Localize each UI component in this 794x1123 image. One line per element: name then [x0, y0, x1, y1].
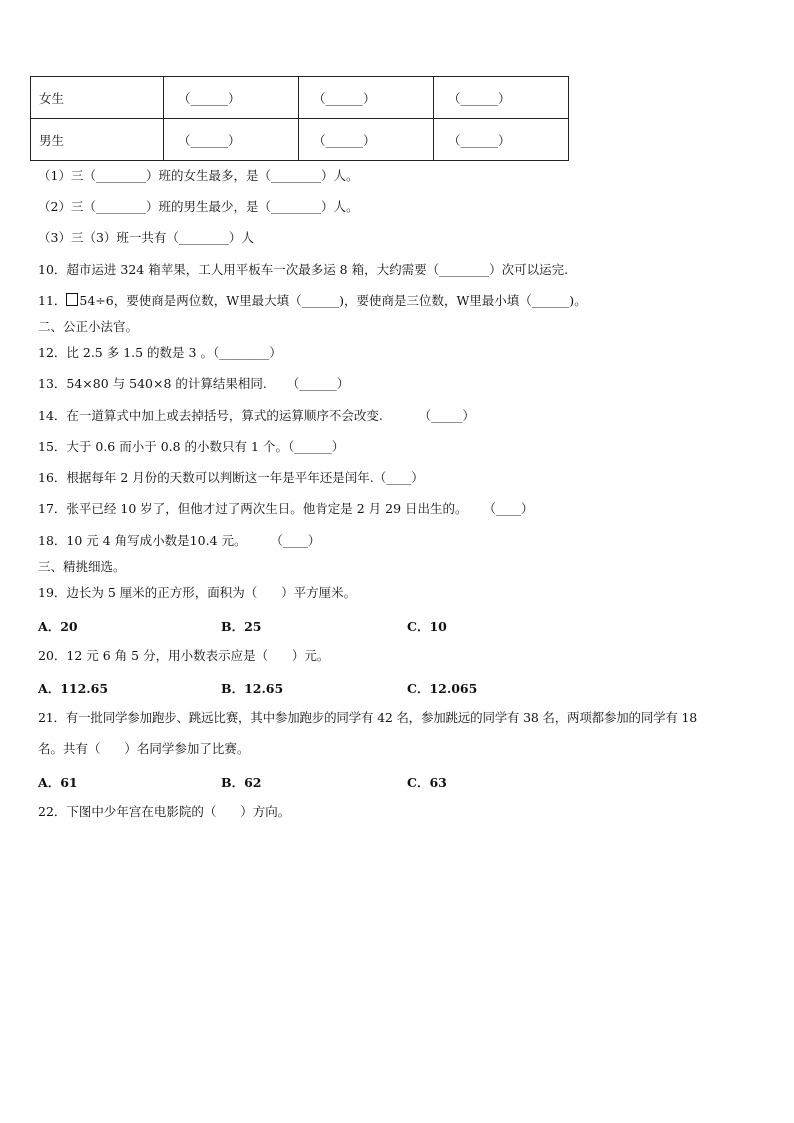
option-b[interactable]: B．62: [221, 775, 262, 790]
question-22: 22．下图中少年宫在电影院的（ ）方向。: [38, 804, 291, 819]
answer-blank[interactable]: （______）: [299, 77, 434, 119]
question-19: 19．边长为 5 厘米的正方形，面积为（ ）平方厘米。: [38, 585, 357, 600]
option-a[interactable]: A．20: [38, 619, 78, 634]
option-c[interactable]: C．12.065: [407, 681, 478, 696]
question-9-3: （3）三（3）班一共有（________）人: [38, 230, 254, 245]
option-c[interactable]: C．10: [407, 619, 447, 634]
row-label: 女生: [31, 77, 164, 119]
question-9-2: （2）三（________）班的男生最少，是（________）人。: [38, 199, 359, 214]
section-2-heading: 二、公正小法官。: [38, 319, 139, 334]
option-c[interactable]: C．63: [407, 775, 447, 790]
row-label: 男生: [31, 119, 164, 161]
question-17: 17．张平已经 10 岁了，但他才过了两次生日。他肯定是 2 月 29 日出生的。 （____）: [38, 501, 534, 516]
answer-blank[interactable]: （______）: [164, 77, 299, 119]
question-text: 54÷6，要使商是两位数，W里最大填（______)，要使商是三位数，W里最小填（______)。: [79, 293, 587, 308]
question-21-line-1: 21．有一批同学参加跑步、跳远比赛，其中参加跑步的同学有 42 名，参加跳远的同学有 38 名，两项都参加的同学有 18: [38, 710, 697, 725]
table-row: [31, 77, 569, 119]
answer-blank[interactable]: （______）: [164, 119, 299, 161]
option-b[interactable]: B．12.65: [221, 681, 284, 696]
answer-blank[interactable]: （______）: [299, 119, 434, 161]
option-b[interactable]: B．25: [221, 619, 262, 634]
question-12: 12．比 2.5 多 1.5 的数是 3 。（________）: [38, 345, 282, 360]
answer-blank[interactable]: （______）: [434, 119, 569, 161]
square-box-icon: [66, 293, 78, 306]
option-a[interactable]: A．61: [38, 775, 78, 790]
option-a[interactable]: A．112.65: [38, 681, 109, 696]
question-21-line-2: 名。共有（ ）名同学参加了比赛。: [38, 741, 250, 756]
question-10: 10．超市运进 324 箱苹果，工人用平板车一次最多运 8 箱，大约需要（________）次可以运完.: [38, 262, 569, 277]
section-3-heading: 三、精挑细选。: [38, 559, 126, 574]
question-18: 18．10 元 4 角写成小数是10.4 元。 （____）: [38, 533, 321, 548]
question-14: 14．在一道算式中加上或去掉括号，算式的运算顺序不会改变. （_____）: [38, 408, 475, 423]
question-11: [38, 293, 587, 309]
question-9-1: （1）三（________）班的女生最多，是（________）人。: [38, 168, 359, 183]
table-row: [31, 119, 569, 161]
question-16: 16．根据每年 2 月份的天数可以判断这一年是平年还是闰年.（____）: [38, 470, 424, 485]
answer-blank[interactable]: （______）: [434, 77, 569, 119]
question-number: 11．: [38, 293, 67, 308]
question-13: 13．54×80 与 540×8 的计算结果相同. （______）: [38, 376, 350, 391]
answer-table: [30, 76, 569, 161]
question-15: 15．大于 0.6 而小于 0.8 的小数只有 1 个。（______）: [38, 439, 345, 454]
question-20: 20．12 元 6 角 5 分，用小数表示应是（ ）元。: [38, 648, 330, 663]
